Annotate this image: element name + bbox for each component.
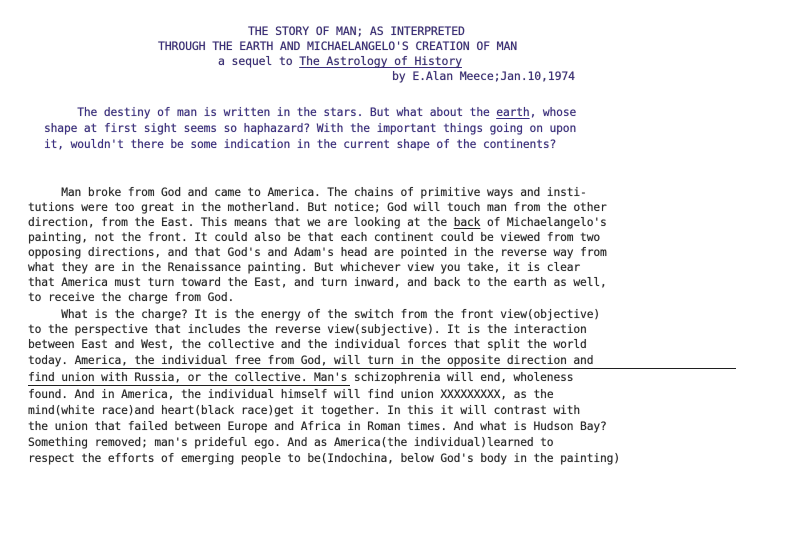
body-line-p1-7: that America must turn toward the East, and turn inward, and back to the earth as well, bbox=[28, 276, 607, 289]
body-line-p2-4 bbox=[28, 354, 593, 367]
p2-line-6-start: found. And in America, the individual himself will find union bbox=[28, 388, 441, 401]
intro-line-1 bbox=[44, 106, 576, 119]
p1-line-3-start: direction, from the East. This means that we are looking at the bbox=[28, 216, 454, 229]
p2-line-6-end: , as the bbox=[500, 388, 554, 401]
intro-earth-word: earth bbox=[496, 106, 530, 119]
underlined-passage-2: find union with Russia, or the collective. bbox=[28, 371, 308, 384]
back-word: back bbox=[453, 216, 481, 229]
body-line-p1-6: what they are in the Renaissance painting. But whichever view you take, it is clear bbox=[28, 261, 581, 274]
byline: by E.Alan Meece;Jan.10,1974 bbox=[392, 69, 575, 83]
p1-line-3-end: of Michaelangelo's bbox=[480, 216, 607, 229]
struck-out-text: XXXXXXXXX bbox=[440, 388, 501, 401]
body-line-p2-9: Something removed; man's prideful ego. And as America(the individual)learned to bbox=[28, 436, 554, 449]
subtitle-line bbox=[218, 55, 462, 68]
body-line-p2-7: mind(white race)and heart(black race)get it together. In this it will contrast with bbox=[28, 404, 581, 417]
intro-line-2: shape at first sight seems so haphazard? With the important things going on upon bbox=[44, 122, 577, 135]
body-line-p2-3: between East and West, the collective and the individual forces that split the world bbox=[28, 338, 587, 351]
body-line-p2-10: respect the efforts of emerging people to be(Indochina, below God's body in the painting) bbox=[28, 452, 620, 465]
intro-line-1-end: , whose bbox=[529, 106, 577, 119]
hand-underline-2 bbox=[28, 385, 350, 386]
subtitle-book-title: The Astrology of History bbox=[299, 54, 462, 68]
body-line-p2-8: the union that failed between Europe and Africa in Roman times. And what is Hudson Bay? bbox=[28, 420, 607, 433]
intro-line-3: it, wouldn't there be some indication in the current shape of the continents? bbox=[44, 138, 557, 151]
title-line-2: THROUGH THE EARTH AND MICHAELANGELO'S CREATION OF MAN bbox=[158, 39, 518, 53]
body-line-p1-2: tutions were too great in the motherland. But notice; God will touch man from the other bbox=[28, 201, 607, 214]
body-line-p2-1: What is the charge? It is the energy of the switch from the front view(objective) bbox=[28, 308, 601, 321]
body-line-p1-8: to receive the charge from God. bbox=[28, 291, 235, 304]
body-line-p1-3 bbox=[28, 216, 607, 229]
hand-underline-1 bbox=[80, 368, 736, 369]
body-line-p1-1: Man broke from God and came to America. The chains of primitive ways and insti- bbox=[28, 186, 587, 199]
subtitle-prefix: a sequel to bbox=[218, 54, 300, 68]
underlined-passage-1: America, the individual free from God, will turn in the opposite direction and bbox=[74, 354, 594, 367]
p2-line-5-end: Man's schizophrenia will end, wholeness bbox=[307, 371, 574, 384]
p2-line-4-start: today. bbox=[28, 354, 75, 367]
body-line-p1-5: opposing directions, and that God's and Adam's head are pointed in the reverse way from bbox=[28, 246, 607, 259]
body-line-p2-2: to the perspective that includes the reverse view(subjective). It is the interaction bbox=[28, 323, 587, 336]
intro-line-1-start: The destiny of man is written in the stars. But what about the bbox=[44, 106, 497, 119]
title-line-1: THE STORY OF MAN; AS INTERPRETED bbox=[248, 24, 465, 38]
body-line-p2-6 bbox=[28, 388, 553, 401]
body-line-p1-4: painting, not the front. It could also be that each continent could be viewed from two bbox=[28, 231, 601, 244]
body-line-p2-5 bbox=[28, 371, 573, 384]
